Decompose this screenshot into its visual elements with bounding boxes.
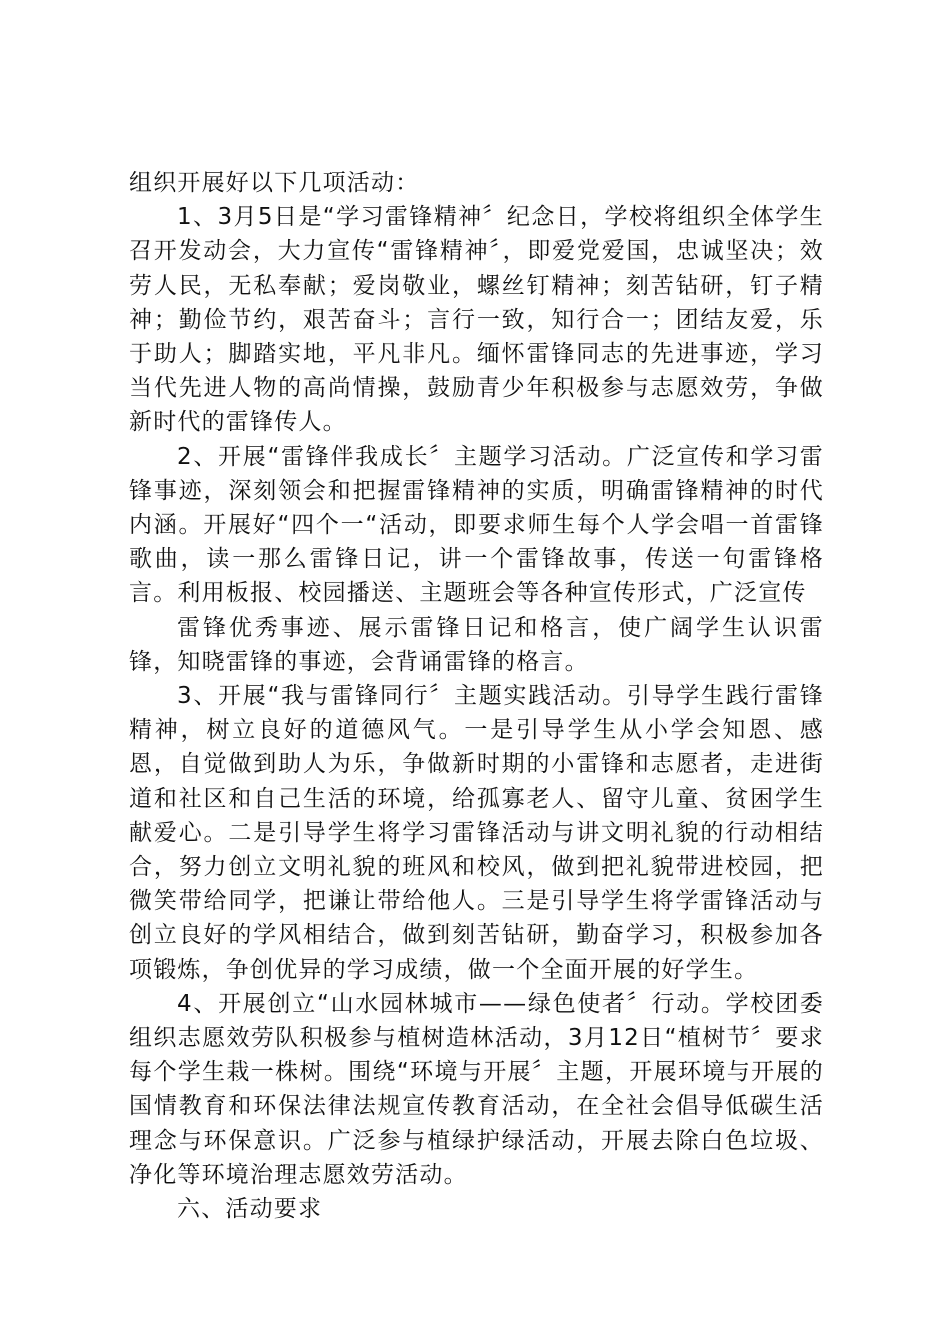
activity-1-paragraph: 1、3月5日是“学习雷锋精神〞纪念日，学校将组织全体学生召开发动会，大力宣传“雷锋精神〞，即爱党爱国，忠诚坚决；效劳人民，无私奉献；爱岗敬业，螺丝钉精神；刻苦钻研，钉子精神；勤俭节约，艰苦奋斗；言行一致，知行合一；团结友爱，乐于助人；脚踏实地，平凡非凡。缅怀雷锋同志的先进事迹，学习当代先进人物的高尚情操，鼓励青少年积极参与志愿效劳，争做新时代的雷锋传人。 xyxy=(129,204,824,436)
intro-paragraph: 组织开展好以下几项活动： xyxy=(129,170,420,196)
activity-3-paragraph: 3、开展“我与雷锋同行〞主题实践活动。引导学生践行雷锋精神，树立良好的道德风气。一是引导学生从小学会知恩、感恩，自觉做到助人为乐，争做新时期的小雷锋和志愿者，走进街道和社区和自己生活的环境，给孤寡老人、留守儿童、贫困学生献爱心。二是引导学生将学习雷锋活动与讲文明礼貌的行动相结合，努力创立文明礼貌的班风和校风，做到把礼貌带进校园，把微笑带给同学，把谦让带给他人。三是引导学生将学雷锋活动与创立良好的学风相结合，做到刻苦钻研，勤奋学习，积极参加各项锻炼，争创优异的学习成绩，做一个全面开展的好学生。 xyxy=(129,683,824,983)
activity-2-paragraph: 2、开展“雷锋伴我成长〞主题学习活动。广泛宣传和学习雷锋事迹，深刻领会和把握雷锋精神的实质，明确雷锋精神的时代内涵。开展好“四个一“活动，即要求师生每个人学会唱一首雷锋歌曲，读一那么雷锋日记，讲一个雷锋故事，传送一句雷锋格言。利用板报、校园播送、主题班会等各种宣传形式，广泛宣传 xyxy=(129,443,824,607)
document-body xyxy=(129,166,824,1226)
activity-4-paragraph: 4、开展创立“山水园林城市——绿色使者〞行动。学校团委组织志愿效劳队积极参与植树造林活动，3月12日“植树节〞要求每个学生栽一株树。围绕“环境与开展〞主题，开展环境与开展的国情教育和环保法律法规宣传教育活动，在全社会倡导低碳生活理念与环保意识。广泛参与植绿护绿活动，开展去除白色垃圾、净化等环境治理志愿效劳活动。 xyxy=(129,990,824,1188)
section-heading-requirements: 六、活动要求 xyxy=(177,1196,323,1223)
activity-2-continuation-paragraph: 雷锋优秀事迹、展示雷锋日记和格言，使广阔学生认识雷锋，知晓雷锋的事迹，会背诵雷锋的格言。 xyxy=(129,614,824,675)
